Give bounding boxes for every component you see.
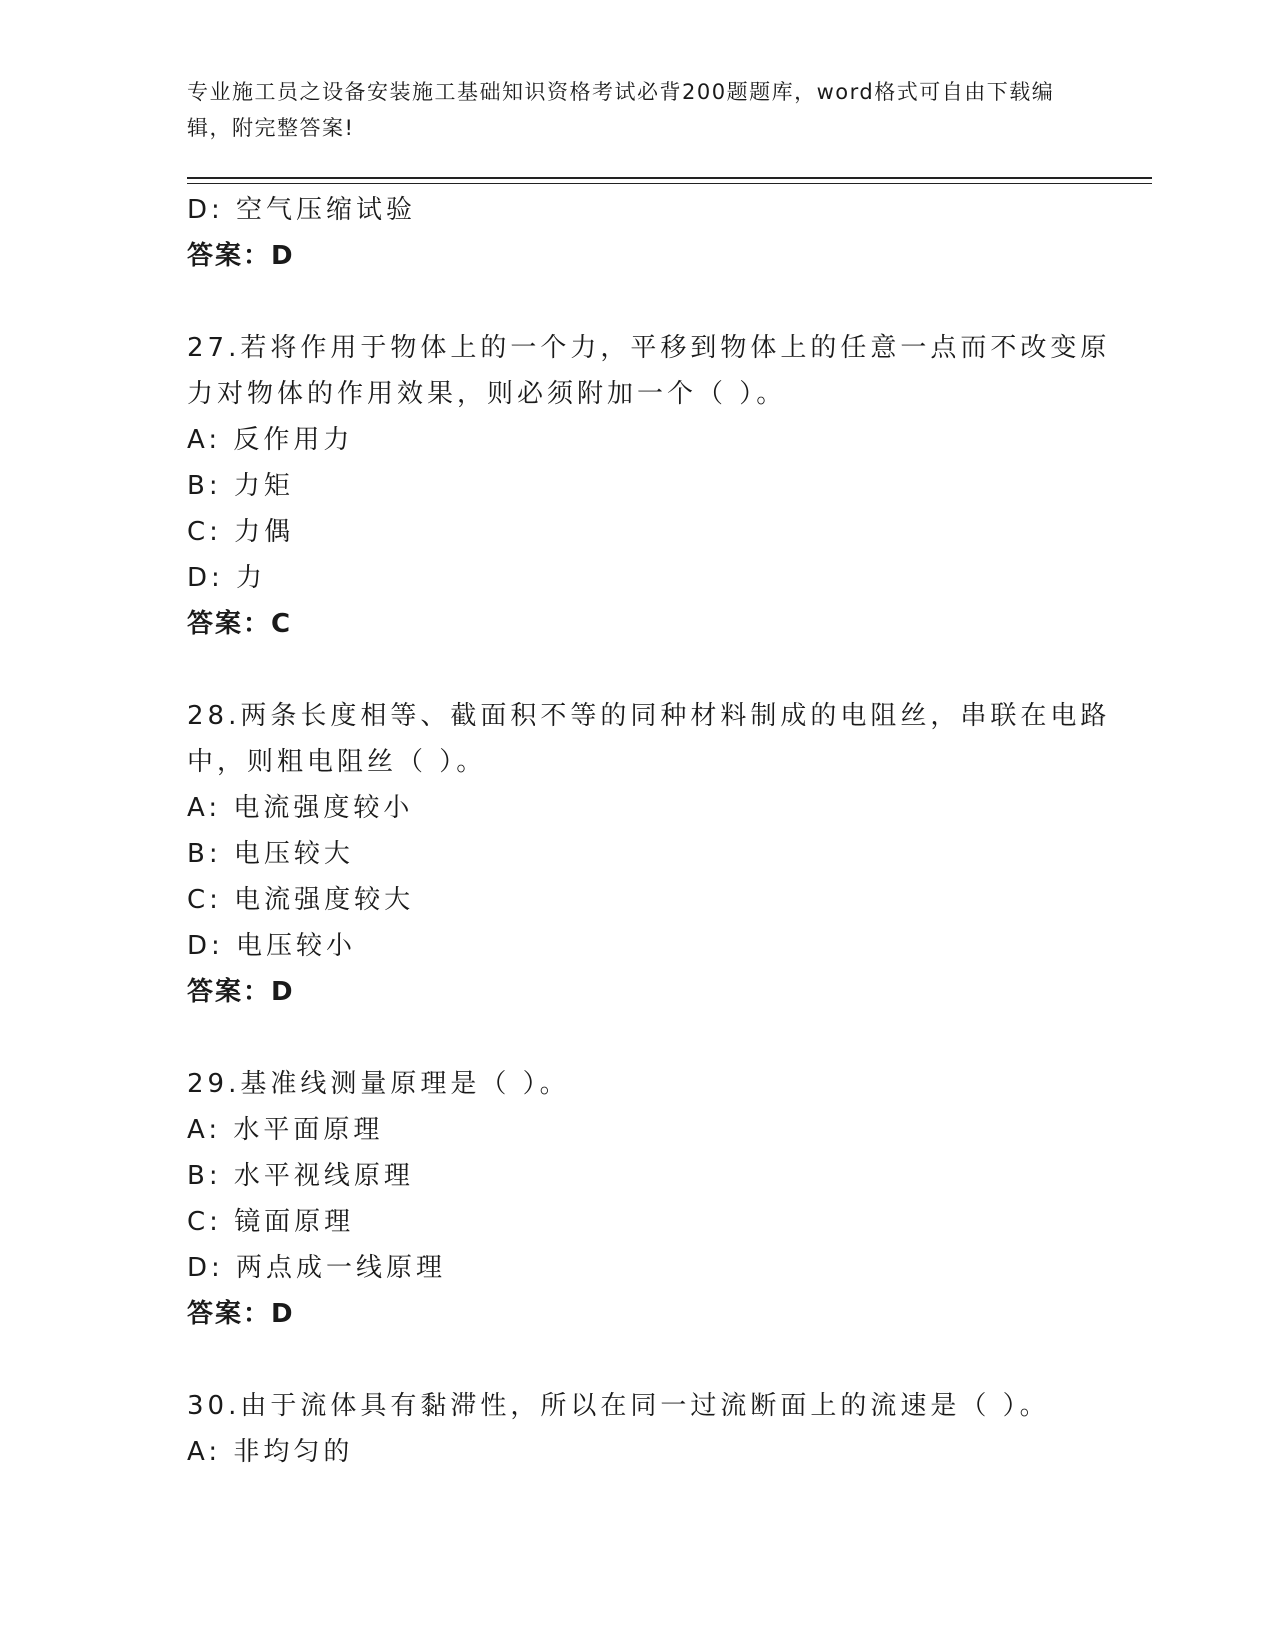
- spacer: [187, 1015, 1087, 1061]
- question-stem: 中，则粗电阻丝（ ）。: [187, 747, 487, 777]
- question-stem: 29.基准线测量原理是（ ）。: [187, 1069, 570, 1099]
- question-27: [187, 325, 1111, 647]
- option-a: A: 非均匀的: [187, 1437, 354, 1467]
- option-c: C: 力偶: [187, 517, 295, 547]
- prev-question-answer: 答案：D: [187, 241, 295, 271]
- option-b: B: 水平视线原理: [187, 1161, 414, 1191]
- option-b: B: 力矩: [187, 471, 294, 501]
- question-30: [187, 1383, 1087, 1475]
- option-c: C: 电流强度较大: [187, 885, 415, 915]
- option-a: A: 水平面原理: [187, 1115, 384, 1145]
- option-b: B: 电压较大: [187, 839, 354, 869]
- header-rule-thin: [187, 183, 1152, 184]
- option-d: D: 两点成一线原理: [187, 1253, 447, 1283]
- question-28: [187, 693, 1111, 1015]
- question-stem: 力对物体的作用效果，则必须附加一个（ ）。: [187, 379, 787, 409]
- spacer: [187, 1337, 1087, 1383]
- question-stem: 28.两条长度相等、截面积不等的同种材料制成的电阻丝，串联在电路: [187, 701, 1111, 731]
- option-a: A: 电流强度较小: [187, 793, 414, 823]
- header-rule: [187, 177, 1152, 179]
- spacer: [187, 647, 1087, 693]
- question-29: [187, 1061, 1087, 1337]
- prev-question-option-d: D: 空气压缩试验: [187, 195, 417, 225]
- answer: 答案：D: [187, 977, 295, 1007]
- answer: 答案：C: [187, 609, 293, 639]
- option-d: D: 电压较小: [187, 931, 357, 961]
- question-stem: 27.若将作用于物体上的一个力，平移到物体上的任意一点而不改变原: [187, 333, 1111, 363]
- answer: 答案：D: [187, 1299, 295, 1329]
- option-a: A: 反作用力: [187, 425, 354, 455]
- question-stem: 30.由于流体具有黏滞性，所以在同一过流断面上的流速是（ ）。: [187, 1391, 1050, 1421]
- option-c: C: 镜面原理: [187, 1207, 355, 1237]
- option-d: D: 力: [187, 563, 267, 593]
- page-header: 专业施工员之设备安装施工基础知识资格考试必背200题题库，word格式可自由下载编辑，附完整答案!: [187, 80, 1055, 140]
- question-content: [187, 187, 1111, 1475]
- spacer: [187, 279, 1087, 325]
